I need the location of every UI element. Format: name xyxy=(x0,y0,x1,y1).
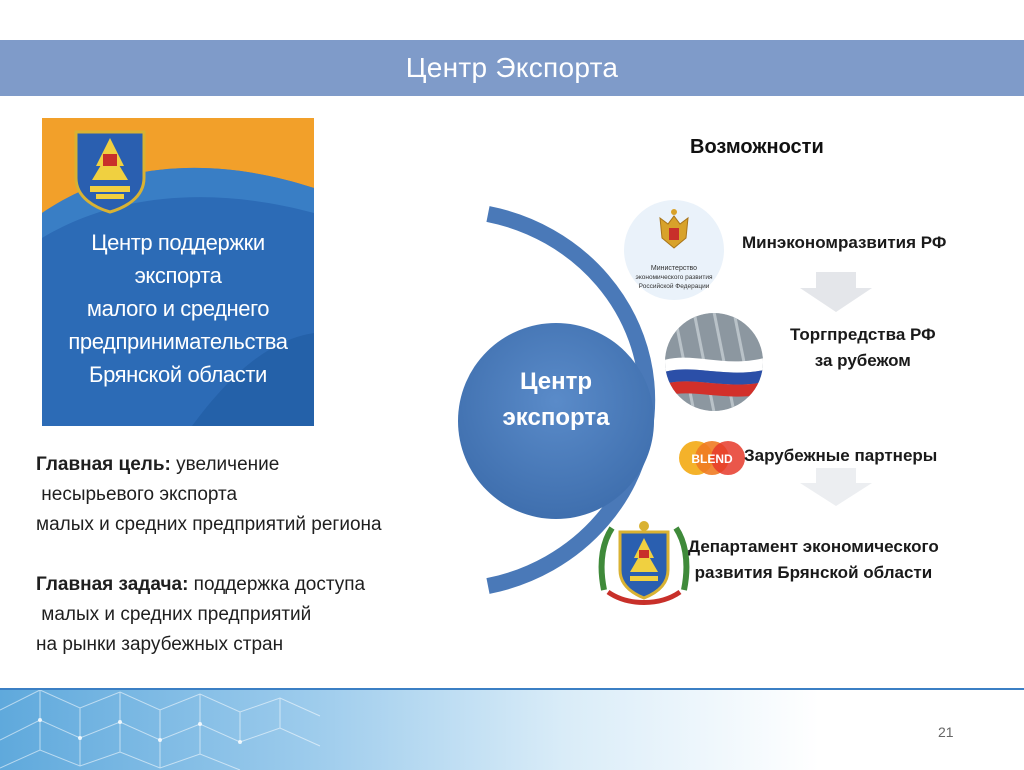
goals-text xyxy=(36,450,476,660)
task-line-1 xyxy=(36,570,476,600)
goal-label: Главная цель: xyxy=(36,454,171,475)
down-arrow-icon xyxy=(796,468,876,506)
center-label-line-2: экспорта xyxy=(502,404,610,431)
page-number: 21 xyxy=(938,724,954,740)
poster-line: малого и среднего xyxy=(86,296,270,321)
capability-item-3-line: Зарубежные партнеры xyxy=(744,446,938,465)
capability-item-3 xyxy=(744,443,937,469)
blend-logo-icon xyxy=(678,438,746,478)
title-bar xyxy=(0,40,1024,96)
russian-flag-photo xyxy=(664,312,764,412)
capability-item-1 xyxy=(742,230,946,256)
capability-item-4-line-2: развития Брянской области xyxy=(694,563,933,582)
poster-line: предпринимательства xyxy=(68,329,288,354)
goal-text: увеличение xyxy=(170,454,280,475)
center-label-line-1: Центр xyxy=(519,368,593,395)
task-text: поддержка доступа xyxy=(188,574,366,595)
capability-item-1-line: Минэкономразвития РФ xyxy=(742,233,947,252)
poster-line: Центр поддержки xyxy=(91,230,265,255)
goal-line-1 xyxy=(36,450,476,480)
goal-line-3: малых и средних предприятий региона xyxy=(36,514,382,535)
ministry-logo-icon xyxy=(624,200,724,300)
blend-logo-text: BLEND xyxy=(691,452,733,466)
task-line-3: на рынки зарубежных стран xyxy=(36,634,284,655)
ministry-logo-text-1: Министерство xyxy=(650,265,698,272)
bryansk-coat-of-arms-icon xyxy=(72,128,148,214)
capability-item-4-line-1: Департамент экономического xyxy=(688,537,939,556)
capability-item-2-line-2: за рубежом xyxy=(814,351,911,370)
footer-network-pattern xyxy=(0,690,1024,770)
page-title: Центр Экспорта xyxy=(405,52,619,83)
capabilities-title: Возможности xyxy=(690,136,824,158)
capability-item-2-line-1: Торгпредства РФ xyxy=(790,325,936,344)
poster-line: экспорта xyxy=(134,263,222,288)
capability-item-2 xyxy=(790,322,936,374)
export-center-poster xyxy=(42,118,314,426)
center-label xyxy=(458,364,654,436)
capability-item-4 xyxy=(688,534,939,586)
bryansk-region-emblem-icon xyxy=(598,520,690,608)
ministry-logo-text-2: экономического развития xyxy=(635,274,713,281)
down-arrow-icon xyxy=(796,272,876,312)
poster-line: Брянской области xyxy=(89,362,267,387)
goal-line-2: несырьевого экспорта xyxy=(36,484,238,505)
footer-band xyxy=(0,688,1024,770)
task-line-2: малых и средних предприятий xyxy=(36,604,312,625)
poster-text xyxy=(42,226,314,391)
task-label: Главная задача: xyxy=(36,574,189,595)
ministry-logo-text-3: Российской Федерации xyxy=(638,283,710,290)
